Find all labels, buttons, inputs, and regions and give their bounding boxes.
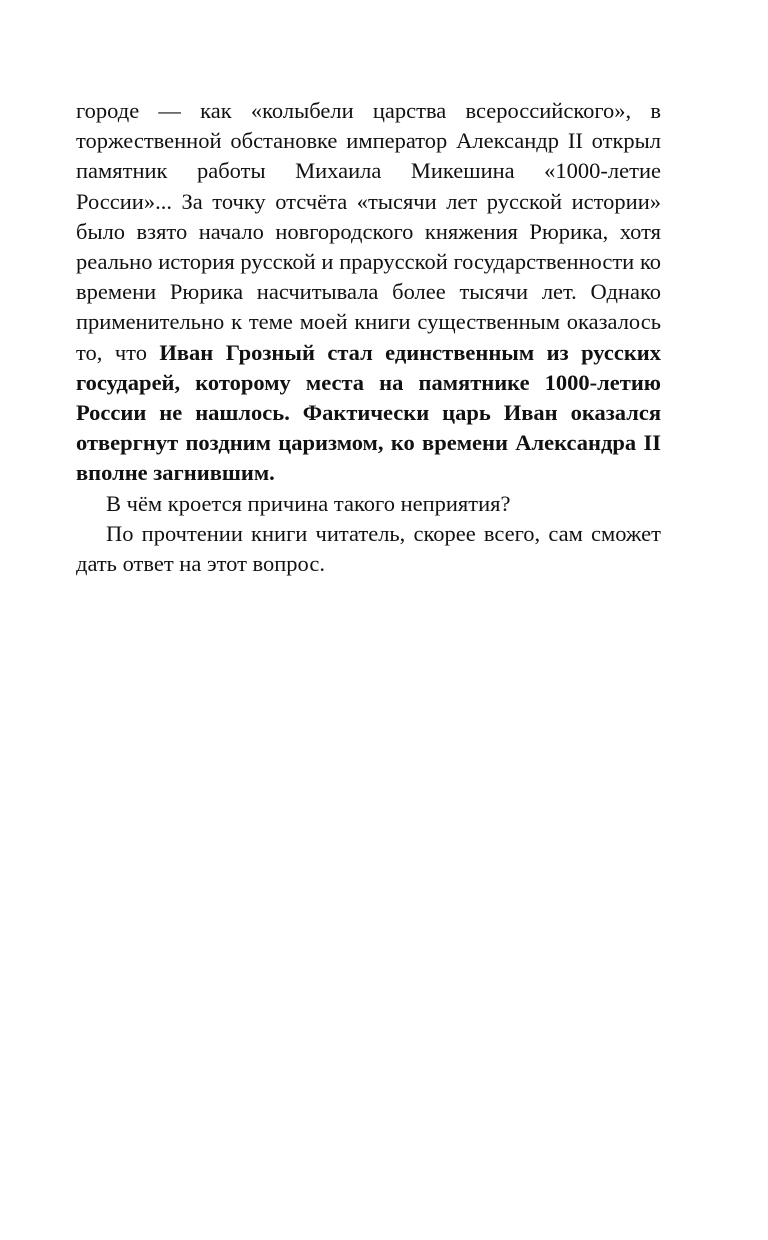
paragraph-bold-text: Иван Грозный стал единственным из русских государей, которому места на памятнике 1000-летию России не нашлось. Фактически царь Иван оказался отвергнут поздним царизмом, ко времени Александра II вполне загнившим. <box>76 339 661 486</box>
paragraph-continued <box>76 96 661 489</box>
paragraph-question: В чём кроется причина такого неприятия? <box>106 490 511 516</box>
paragraph-closing: По прочтении книги читатель, скорее всего, сам сможет дать ответ на этот вопрос. <box>76 520 661 577</box>
book-page <box>76 96 661 579</box>
paragraph-plain-text: городе — как «колыбели царства всероссийского», в торжественной обстановке император Александр II открыл памятник работы Михаила Микешина «1000-летие России»... За точку отсчёта «тысячи лет русской истории» было взято начало новгородского княжения Рюрика, хотя реально история русской и прарусской государственности ко времени Рюрика насчитывала более тысячи лет. Однако применительно к теме моей книги существенным оказалось то, что <box>76 98 661 365</box>
